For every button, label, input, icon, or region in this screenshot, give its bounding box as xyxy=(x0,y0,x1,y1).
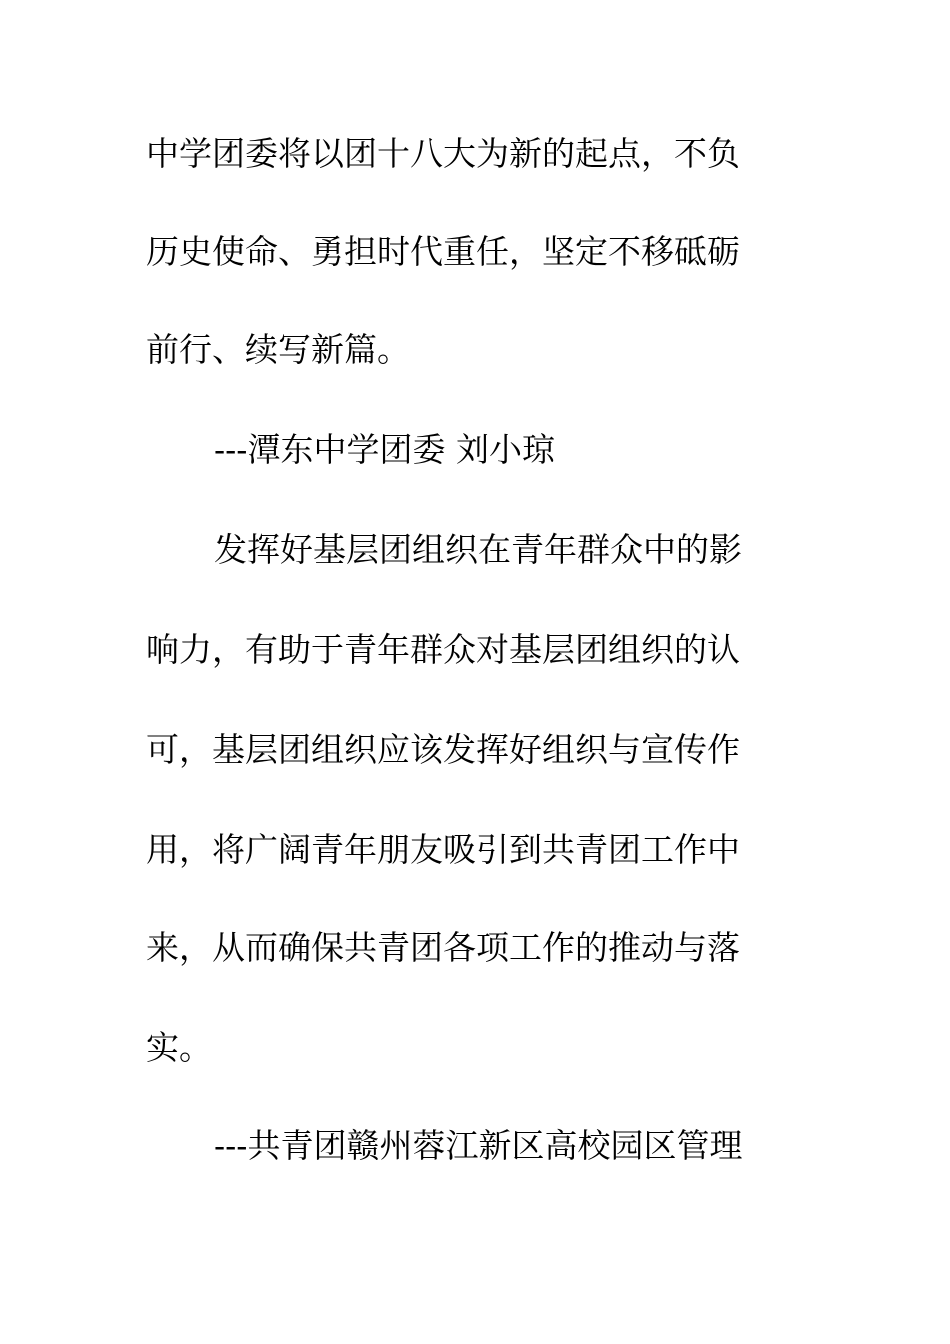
paragraph-line: 响力，有助于青年群众对基层团组织的认 xyxy=(146,630,740,669)
paragraph-line: 可，基层团组织应该发挥好组织与宣传作 xyxy=(146,730,740,769)
signature-line: ---潭东中学团委 刘小琼 xyxy=(214,430,555,469)
signature-line: ---共青团赣州蓉江新区高校园区管理 xyxy=(214,1126,743,1165)
paragraph-line: 历史使命、勇担时代重任，坚定不移砥砺 xyxy=(146,232,740,271)
paragraph-line: 前行、续写新篇。 xyxy=(146,330,410,369)
paragraph-line: 发挥好基层团组织在青年群众中的影 xyxy=(214,530,742,569)
paragraph-line: 用，将广阔青年朋友吸引到共青团工作中 xyxy=(146,830,740,869)
paragraph-line: 实。 xyxy=(146,1028,212,1067)
paragraph-line: 中学团委将以团十八大为新的起点，不负 xyxy=(146,134,740,173)
paragraph-line: 来，从而确保共青团各项工作的推动与落 xyxy=(146,928,740,967)
